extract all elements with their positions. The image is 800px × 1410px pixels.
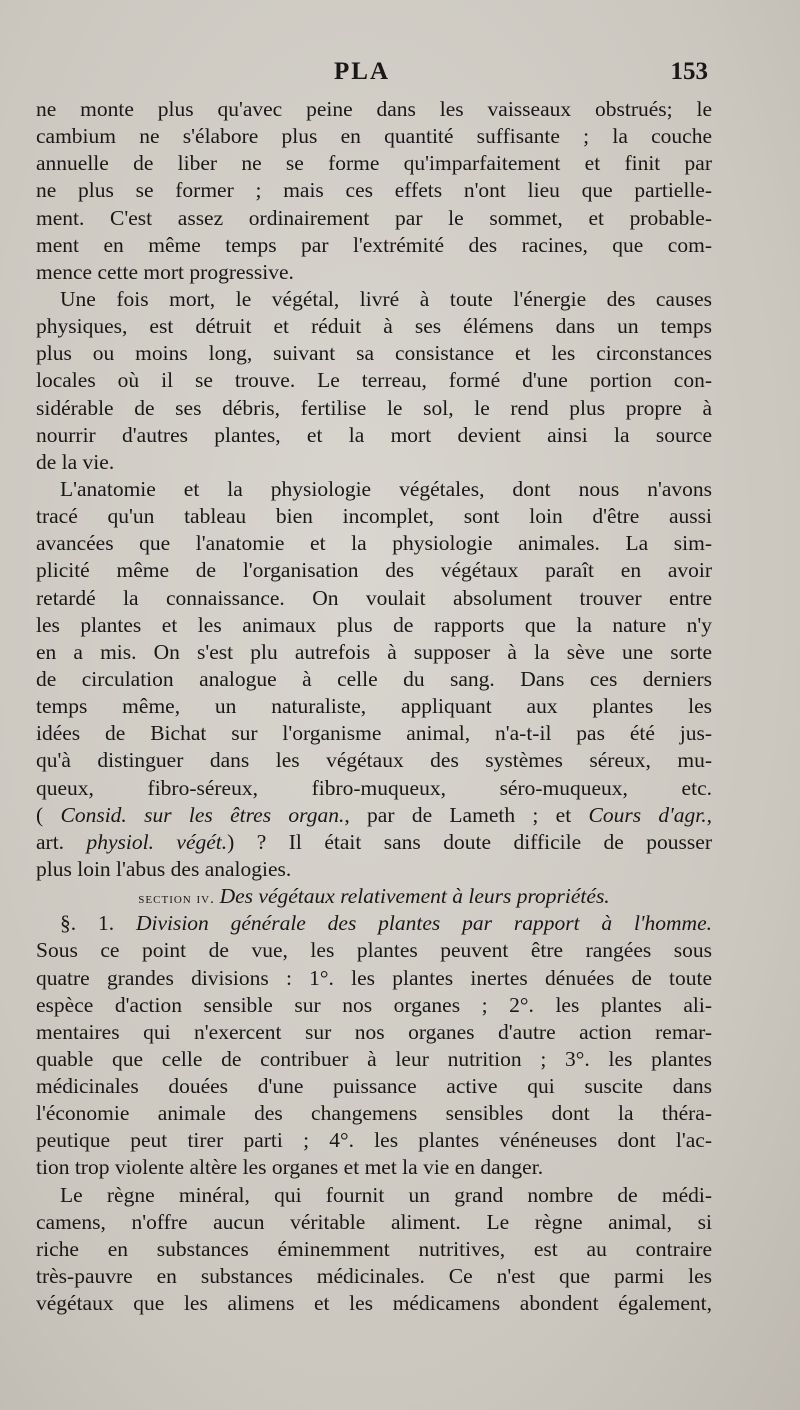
- text-segment: , par de Lameth ; et: [344, 802, 589, 827]
- text-line: l'économie animale des changemens sensibles dont la théra-: [36, 1101, 712, 1126]
- text-line: ment en même temps par l'extrémité des racines, que com-: [36, 232, 712, 257]
- text-line: avancées que l'anatomie et la physiologie animales. La sim-: [36, 531, 712, 556]
- text-line: cambium ne s'élabore plus en quantité suffisante ; la couche: [36, 124, 712, 149]
- text-line: L'anatomie et la physiologie végétales, dont nous n'avons: [60, 476, 712, 501]
- text-line: de circulation analogue à celle du sang. Dans ces derniers: [36, 666, 712, 691]
- page-number: 153: [670, 58, 708, 85]
- text-segment: Division générale des plantes par rapport à l'homme.: [135, 911, 712, 936]
- text-line: camens, n'offre aucun véritable aliment. Le règne animal, si: [36, 1209, 712, 1234]
- text-segment: §. 1.: [60, 911, 136, 936]
- text-line: [36, 829, 712, 856]
- text-line: sidérable de ses débris, fertilise le sol, le rend plus propre à: [36, 395, 712, 420]
- text-line: idées de Bichat sur l'organisme animal, n'a-t-il pas été jus-: [36, 721, 712, 746]
- text-line: mence cette mort progressive.: [36, 259, 294, 284]
- text-line: locales où il se trouve. Le terreau, formé d'une portion con-: [36, 368, 712, 393]
- text-line: [36, 802, 712, 829]
- text-line: quable que celle de contribuer à leur nutrition ; 3°. les plantes: [36, 1046, 712, 1071]
- body-text: [36, 96, 712, 1317]
- text-line: Une fois mort, le végétal, livré à toute l'énergie des causes: [60, 286, 712, 311]
- running-title: PLA: [334, 58, 390, 85]
- text-line: riche en substances éminemment nutritives, est au contraire: [36, 1236, 712, 1261]
- text-line: annuelle de liber ne se forme qu'imparfaitement et finit par: [36, 151, 712, 176]
- text-line: nourrir d'autres plantes, et la mort devient ainsi la source: [36, 422, 712, 447]
- text-segment: art.: [36, 829, 87, 854]
- text-line: [36, 910, 712, 937]
- text-line: plus loin l'abus des analogies.: [36, 856, 292, 881]
- text-line: médicinales douées d'une puissance active qui suscite dans: [36, 1074, 712, 1099]
- text-line: peutique peut tirer parti ; 4°. les plantes vénéneuses dont l'ac-: [36, 1128, 712, 1153]
- text-line: ne plus se former ; mais ces effets n'ont lieu que partielle-: [36, 178, 712, 203]
- text-line: plicité même de l'organisation des végétaux paraît en avoir: [36, 558, 712, 583]
- text-line: espèce d'action sensible sur nos organes ; 2°. les plantes ali-: [36, 992, 712, 1017]
- text-line: qu'à distinguer dans les végétaux des systèmes séreux, mu-: [36, 748, 712, 773]
- running-head: [0, 58, 800, 92]
- text-line: tion trop violente altère les organes et met la vie en danger.: [36, 1155, 544, 1180]
- text-line: temps même, un naturaliste, appliquant aux plantes les: [36, 694, 712, 719]
- text-line: très-pauvre en substances médicinales. Ce n'est que parmi les: [36, 1264, 712, 1289]
- text-segment: section iv.: [138, 891, 220, 908]
- text-line: queux, fibro-séreux, fibro-muqueux, séro-muqueux, etc.: [36, 775, 712, 800]
- text-line: Sous ce point de vue, les plantes peuvent être rangées sous: [36, 938, 712, 963]
- text-line: ment. C'est assez ordinairement par le sommet, et probable-: [36, 205, 712, 230]
- text-segment: ) ? Il était sans doute difficile de pousser: [227, 829, 712, 854]
- text-line: végétaux que les alimens et les médicamens abondent également,: [36, 1291, 712, 1316]
- text-segment: Consid. sur les êtres organ.: [60, 802, 345, 827]
- text-line: quatre grandes divisions : 1°. les plantes inertes dénuées de toute: [36, 965, 712, 990]
- text-segment: (: [36, 802, 61, 827]
- text-line: plus ou moins long, suivant sa consistance et les circonstances: [36, 341, 712, 366]
- text-line: retardé la connaissance. On voulait absolument trouver entre: [36, 585, 712, 610]
- text-segment: Cours d'agr.: [588, 802, 707, 827]
- text-line: Le règne minéral, qui fournit un grand nombre de médi-: [60, 1182, 712, 1207]
- text-line: physiques, est détruit et réduit à ses élémens dans un temps: [36, 314, 712, 339]
- text-line: ne monte plus qu'avec peine dans les vaisseaux obstrués; le: [36, 97, 712, 121]
- text-segment: Des végétaux relativement à leurs propriétés.: [219, 884, 610, 909]
- text-segment: ,: [706, 802, 712, 827]
- text-line: en a mis. On s'est plu autrefois à supposer à la sève une sorte: [36, 639, 712, 664]
- text-line: de la vie.: [36, 449, 115, 474]
- section-heading: [36, 883, 712, 910]
- text-segment: physiol. végét.: [86, 829, 228, 854]
- text-line: tracé qu'un tableau bien incomplet, sont loin d'être aussi: [36, 504, 712, 529]
- text-line: mentaires qui n'exercent sur nos organes d'autre action remar-: [36, 1019, 712, 1044]
- text-line: les plantes et les animaux plus de rapports que la nature n'y: [36, 612, 712, 637]
